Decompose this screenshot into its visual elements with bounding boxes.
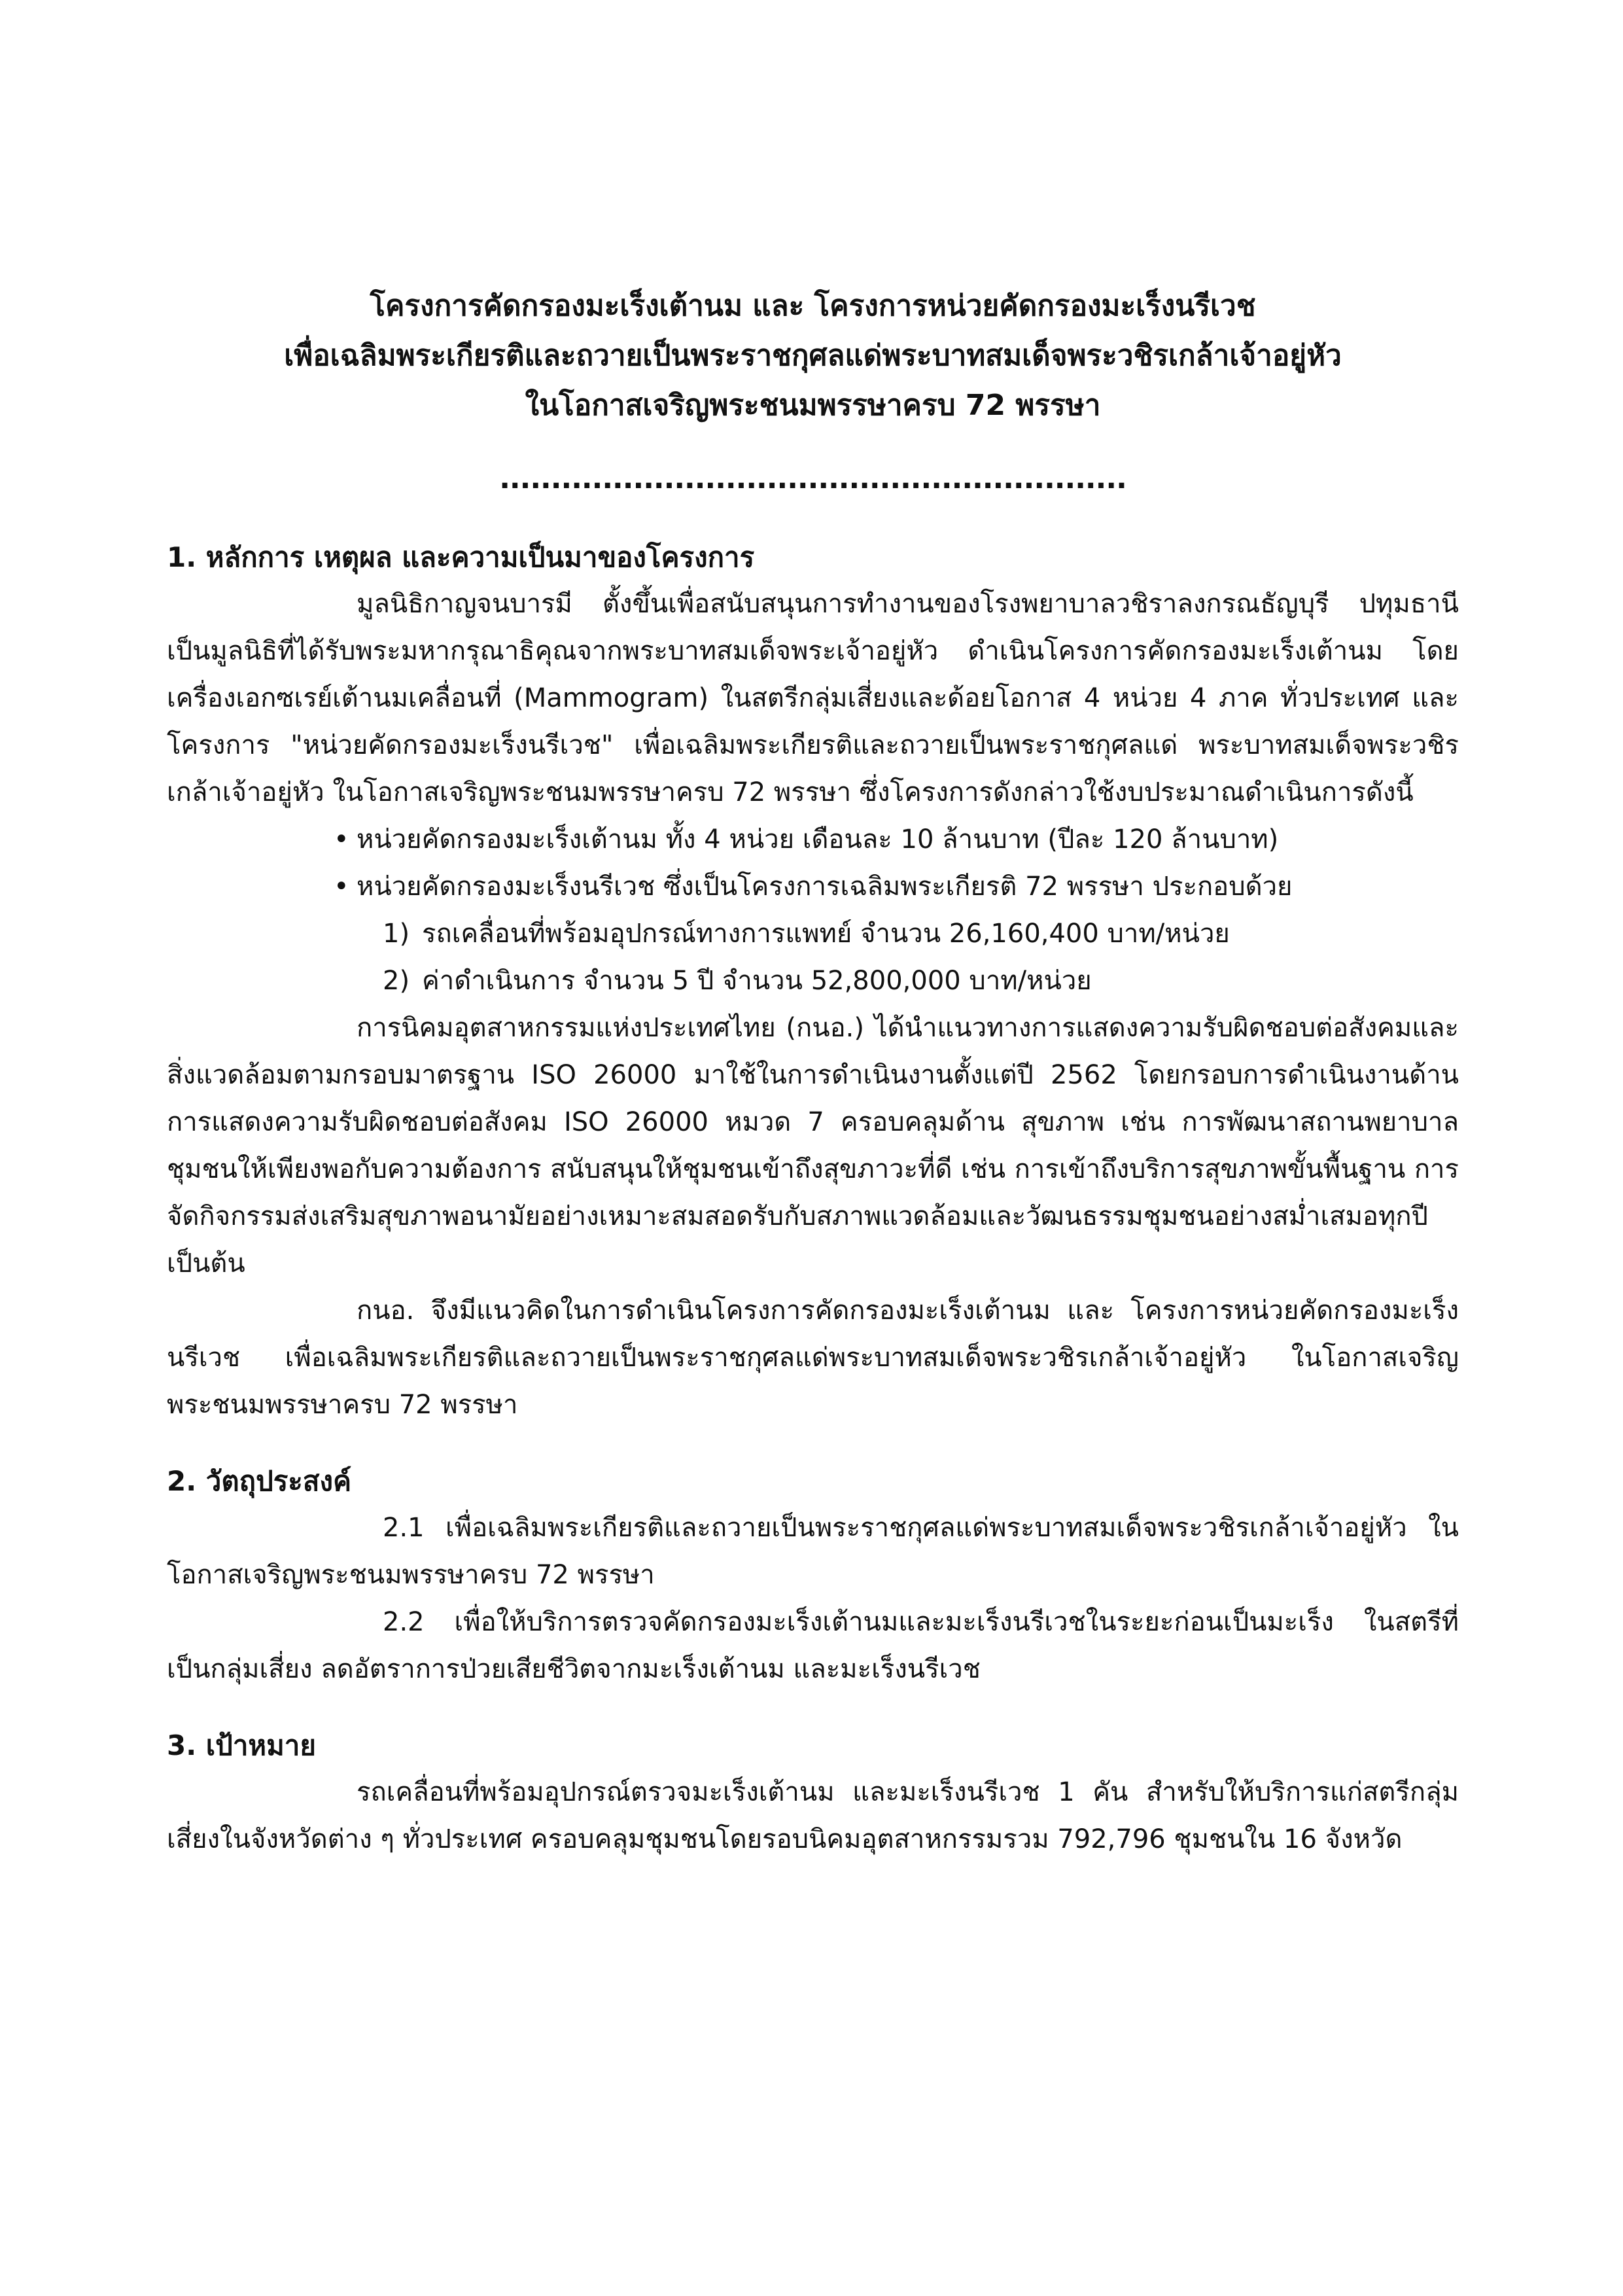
section-3-heading: 3. เป้าหมาย (167, 1729, 316, 1761)
title-divider: ............................................................. (499, 462, 1126, 495)
budget-sub-list (167, 910, 1459, 1004)
bullet-icon: • (334, 824, 349, 855)
document-title (167, 281, 1459, 431)
bullet-text: หน่วยคัดกรองมะเร็งเต้านม ทั้ง 4 หน่วย เดือนละ 10 ล้านบาท (ปีละ 120 ล้านบาท) (357, 824, 1279, 855)
budget-sub-item (167, 957, 1459, 1004)
title-line-3: ในโอกาสเจริญพระชนมพรรษาครบ 72 พรรษา (525, 389, 1101, 422)
section-3-paragraph: รถเคลื่อนที่พร้อมอุปกรณ์ตรวจมะเร็งเต้านม และมะเร็งนรีเวช 1 คัน สำหรับให้บริการแก่สตรีกลุ่มเสี่ยงในจังหวัดต่าง ๆ ทั่วประเทศ ครอบคลุมชุมชนโดยรอบนิคมอุตสาหกรรมรวม 792,796 ชุมชนใน 16 จังหวัด (167, 1777, 1459, 1854)
title-line-1: โครงการคัดกรองมะเร็งเต้านม และ โครงการหน่วยคัดกรองมะเร็งนรีเวช (370, 289, 1256, 323)
sub-item-text: รถเคลื่อนที่พร้อมอุปกรณ์ทางการแพทย์ จำนวน 26,160,400 บาท/หน่วย (422, 919, 1230, 949)
document-body (167, 281, 1459, 1863)
section-1-paragraph-2: การนิคมอุตสาหกรรมแห่งประเทศไทย (กนอ.) ได้นำแนวทางการแสดงความรับผิดชอบต่อสังคมและสิ่งแวดล้อมตามกรอบมาตรฐาน ISO 26000 มาใช้ในการดำเนินงานตั้งแต่ปี 2562 โดยกรอบการดำเนินงานด้านการแสดงความรับผิดชอบต่อสังคม ISO 26000 หมวด 7 ครอบคลุมด้าน สุขภาพ เช่น การพัฒนาสถานพยาบาลชุมชนให้เพียงพอกับความต้องการ สนับสนุนให้ชุมชนเข้าถึงสุขภาวะที่ดี เช่น การเข้าถึงบริการสุขภาพขั้นพื้นฐาน การจัดกิจกรรมส่งเสริมสุขภาพอนามัยอย่างเหมาะสมสอดรับกับสภาพแวดล้อมและวัฒนธรรมชุมชนอย่างสม่ำเสมอทุกปี เป็นต้น (167, 1013, 1459, 1279)
section-1-heading: 1. หลักการ เหตุผล และความเป็นมาของโครงการ (167, 541, 755, 573)
budget-bullet-item (167, 816, 1459, 863)
sub-item-text: ค่าดำเนินการ จำนวน 5 ปี จำนวน 52,800,000 บาท/หน่วย (422, 966, 1092, 996)
bullet-text: หน่วยคัดกรองมะเร็งนรีเวช ซึ่งเป็นโครงการเฉลิมพระเกียรติ 72 พรรษา ประกอบด้วย (357, 872, 1293, 902)
list-number: 2) (383, 966, 410, 996)
budget-bullet-item (167, 863, 1459, 910)
section-1-paragraph-3: กนอ. จึงมีแนวคิดในการดำเนินโครงการคัดกรองมะเร็งเต้านม และ โครงการหน่วยคัดกรองมะเร็งนรีเวช เพื่อเฉลิมพระเกียรติและถวายเป็นพระราชกุศลแด่พระบาทสมเด็จพระวชิรเกล้าเจ้าอยู่หัว ในโอกาสเจริญพระชนมพรรษาครบ 72 พรรษา (167, 1296, 1459, 1420)
budget-sub-item (167, 910, 1459, 957)
objective-2-2: 2.2 เพื่อให้บริการตรวจคัดกรองมะเร็งเต้านมและมะเร็งนรีเวชในระยะก่อนเป็นมะเร็ง ในสตรีที่เป็นกลุ่มเสี่ยง ลดอัตราการป่วยเสียชีวิตจากมะเร็งเต้านม และมะเร็งนรีเวช (167, 1607, 1459, 1684)
section-2-heading: 2. วัตถุประสงค์ (167, 1465, 352, 1497)
budget-bullet-list (167, 816, 1459, 910)
bullet-icon: • (334, 872, 349, 902)
section-1-paragraph-1: มูลนิธิกาญจนบารมี ตั้งขึ้นเพื่อสนับสนุนการทำงานของโรงพยาบาลวชิราลงกรณธัญบุรี ปทุมธานี เป็นมูลนิธิที่ได้รับพระมหากรุณาธิคุณจากพระบาทสมเด็จพระเจ้าอยู่หัว ดำเนินโครงการคัดกรองมะเร็งเต้านม โดยเครื่องเอกซเรย์เต้านมเคลื่อนที่ (Mammogram) ในสตรีกลุ่มเสี่ยงและด้อยโอกาส 4 หน่วย 4 ภาค ทั่วประเทศ และโครงการ "หน่วยคัดกรองมะเร็งนรีเวช" เพื่อเฉลิมพระเกียรติและถวายเป็นพระราชกุศลแด่ พระบาทสมเด็จพระวชิรเกล้าเจ้าอยู่หัว ในโอกาสเจริญพระชนมพรรษาครบ 72 พรรษา ซึ่งโครงการดังกล่าวใช้งบประมาณดำเนินการดังนี้ (167, 589, 1459, 807)
list-number: 1) (383, 919, 410, 949)
objective-2-1: 2.1 เพื่อเฉลิมพระเกียรติและถวายเป็นพระราชกุศลแด่พระบาทสมเด็จพระวชิรเกล้าเจ้าอยู่หัว ในโอกาสเจริญพระชนมพรรษาครบ 72 พรรษา (167, 1513, 1459, 1590)
title-line-2: เพื่อเฉลิมพระเกียรติและถวายเป็นพระราชกุศลแด่พระบาทสมเด็จพระวชิรเกล้าเจ้าอยู่หัว (284, 339, 1342, 372)
